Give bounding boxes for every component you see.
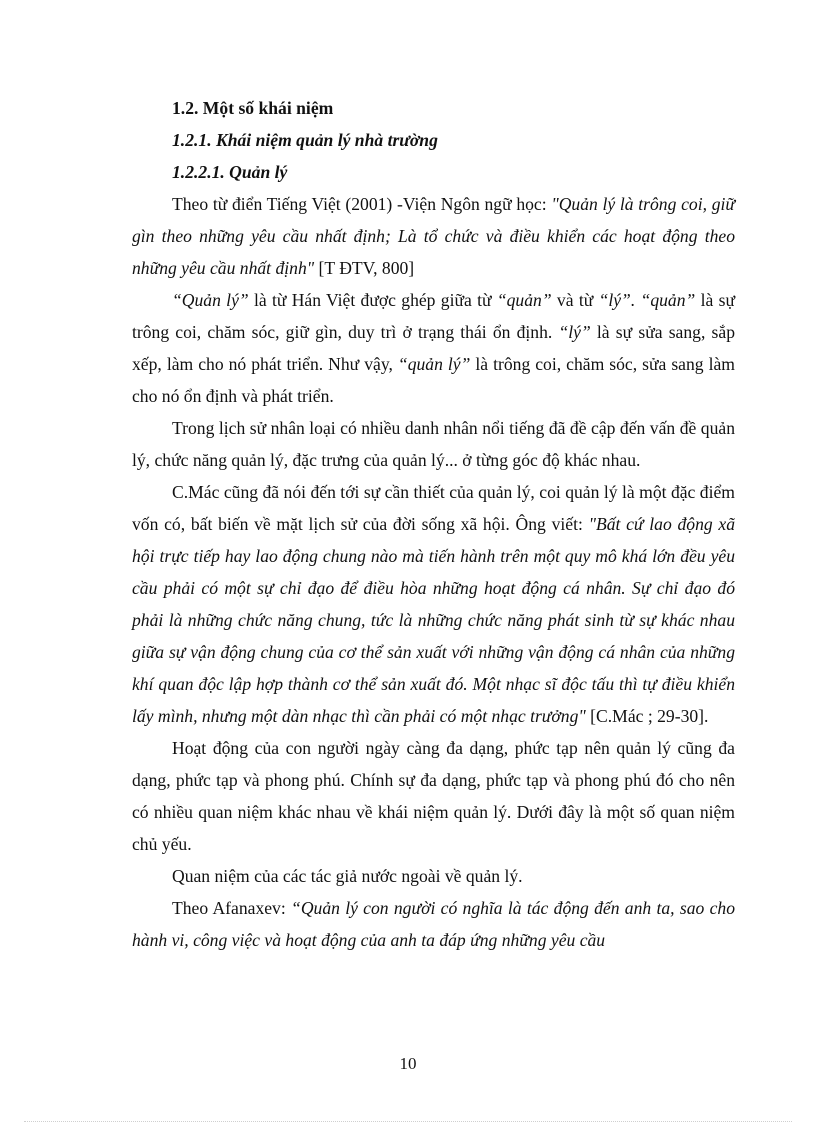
paragraph-text: C.Mác cũng đã nói đến tới sự cần thiết của quản lý, coi quản lý là một đặc điểm vốn có, bất biến về mặt lịch sử của đời sống xã hội. Ông viết: xyxy=(132,482,735,534)
term: “lý” xyxy=(558,322,591,342)
term: “lý”. “quản” xyxy=(598,290,696,310)
paragraph-diversity: Hoạt động của con người ngày càng đa dạng, phức tạp nên quản lý cũng đa dạng, phức tạp và phong phú. Chính sự đa dạng, phức tạp và phong phú đó cho nên có nhiều quan niệm khác nhau về khái niệm quản lý. Dưới đây là một số quan niệm chủ yếu. xyxy=(132,738,735,854)
citation: [C.Mác ; 29-30]. xyxy=(585,706,709,726)
term: “quản lý” xyxy=(397,354,471,374)
page-content xyxy=(132,92,735,956)
paragraph-text: là sự sửa sang, sắp xếp, làm cho nó phát triển. Như vậy, xyxy=(132,322,735,374)
paragraph-dictionary-definition xyxy=(132,188,735,284)
term: “Quản lý” xyxy=(172,290,249,310)
paragraph-history: Trong lịch sử nhân loại có nhiều danh nhân nổi tiếng đã đề cập đến vấn đề quản lý, chức năng quản lý, đặc trưng của quản lý... ở từng góc độ khác nhau. xyxy=(132,418,735,470)
paragraph-text: là sự trông coi, chăm sóc, giữ gìn, duy trì ở trạng thái ổn định. xyxy=(132,290,735,342)
page-number: 10 xyxy=(399,1054,417,1073)
paragraph-text: là trông coi, chăm sóc, sửa sang làm cho nó ổn định và phát triển. xyxy=(132,354,735,406)
paragraph-foreign-views: Quan niệm của các tác giả nước ngoài về quản lý. xyxy=(172,866,523,886)
paragraph-marx xyxy=(132,476,735,732)
paragraph-text: là từ Hán Việt được ghép giữa từ xyxy=(248,290,497,310)
paragraph-text: Theo Afanaxev: xyxy=(172,898,292,918)
quote-text: "Quản lý là trông coi, giữ gìn theo những yêu cầu nhất định; Là tổ chức và điều khiển các hoạt động theo những yêu cầu nhất định" xyxy=(132,194,735,278)
section-heading-1-2-1: 1.2.1. Khái niệm quản lý nhà trường xyxy=(172,130,438,150)
paragraph-text: và từ xyxy=(551,290,599,310)
quote-text: “Quản lý con người có nghĩa là tác động đến anh ta, sao cho hành vi, công việc và hoạt động của anh ta đáp ứng những yêu cầu xyxy=(132,898,735,950)
page-bottom-divider xyxy=(24,1121,792,1122)
citation: [T ĐTV, 800] xyxy=(314,258,415,278)
section-heading-1-2: 1.2. Một số khái niệm xyxy=(172,98,334,118)
quote-text: "Bất cứ lao động xã hội trực tiếp hay lao động chung nào mà tiến hành trên một quy mô khá lớn đều yêu cầu phải có một sự chỉ đạo để điều hòa những hoạt động cá nhân. Sự chỉ đạo đó phải là những chức năng chung, tức là những chức năng phát sinh từ sự khác nhau giữa sự vận động chung của cơ thể sản xuất với những vận động cá nhân của những khí quan độc lập hợp thành cơ thể sản xuất đó. Một nhạc sĩ độc tấu thì tự điều khiển lấy mình, nhưng một dàn nhạc thì cần phải có một nhạc trưởng" xyxy=(132,514,735,726)
section-heading-1-2-2-1: 1.2.2.1. Quản lý xyxy=(172,162,288,182)
paragraph-afanaxev xyxy=(132,892,735,956)
term: “quản” xyxy=(496,290,552,310)
paragraph-han-viet xyxy=(132,284,735,412)
paragraph-text: Theo từ điển Tiếng Việt (2001) -Viện Ngôn ngữ học: xyxy=(172,194,552,214)
